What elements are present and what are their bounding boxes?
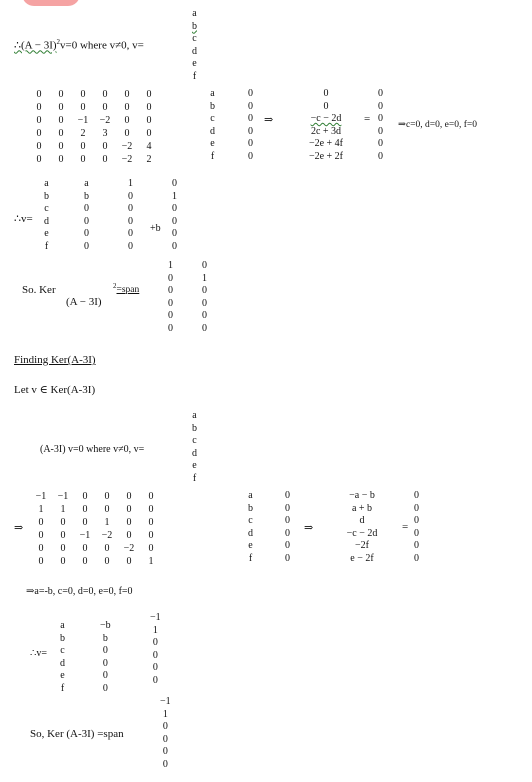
matrix-entry: d: [44, 215, 49, 227]
section-heading: Finding Ker(A-3I): [14, 354, 96, 366]
matrix-entry: 1: [162, 708, 168, 720]
matrix1-zero-vector: [248, 88, 253, 163]
matrix-entry: 0: [202, 297, 207, 309]
matrix1-vector-v: [210, 88, 215, 163]
exponent: 2: [56, 38, 61, 46]
matrix-entry: 0: [378, 125, 383, 137]
matrix-entry: 0: [84, 240, 89, 252]
matrix-entry: 0: [414, 502, 419, 514]
matrix-entry: 0: [162, 733, 168, 745]
matrix-entry: b: [210, 100, 215, 112]
matrix-entry: 0: [414, 490, 419, 501]
matrix-entry: d: [248, 527, 253, 539]
matrix2-result-zero-vector: [414, 490, 419, 565]
matrix-entry: 0: [82, 491, 88, 502]
matrix-entry: 0: [162, 721, 168, 732]
matrix-entry: −2: [121, 141, 133, 152]
matrix-entry: f: [44, 240, 49, 252]
matrix-entry: −1: [150, 612, 161, 623]
span-word: =span: [116, 285, 140, 296]
matrix-entry: 0: [285, 552, 290, 564]
matrix-entry: 1: [38, 504, 44, 515]
matrix-entry: 0: [146, 115, 152, 126]
ker-basis-vector-inline: [150, 612, 161, 687]
matrix-entry: −2e + 2f: [308, 150, 344, 162]
matrix-entry: 0: [162, 758, 168, 770]
matrix-entry: 0: [36, 128, 42, 139]
implies-arrow-2: ⇒: [14, 522, 24, 534]
matrix-entry: 0: [58, 128, 64, 139]
ker-square-label: So. Ker: [22, 284, 56, 296]
matrix-entry: a: [84, 178, 89, 189]
matrix-entry: 0: [58, 102, 64, 113]
matrix-entry: a: [192, 410, 197, 421]
therefore-v-label-2: ∴v=: [30, 648, 48, 659]
matrix-entry: 1: [148, 556, 154, 567]
matrix-entry: 0: [248, 113, 253, 124]
matrix-entry: 4: [146, 141, 152, 152]
matrix-entry: a: [248, 490, 253, 501]
implies-arrow-3: ⇒: [304, 522, 314, 534]
ker-square-exponent: 2: [113, 282, 117, 290]
matrix-entry: 0: [126, 530, 132, 541]
matrix-entry: a: [44, 178, 49, 189]
ker-square-arg: (A − 3I): [66, 296, 102, 308]
matrix-entry: 0: [168, 310, 173, 321]
matrix-entry: 0: [128, 215, 133, 227]
v-vector-4: [60, 620, 65, 695]
matrix-entry: 0: [172, 215, 177, 227]
kernel-statement: (A-3I) v=0 where v≠0, v=: [40, 444, 145, 455]
matrix-entry: f: [248, 552, 253, 564]
matrix-entry: 0: [172, 228, 177, 239]
ker-basis-vector: [160, 696, 171, 771]
matrix-entry: −2: [121, 154, 133, 165]
matrix-entry: 0: [378, 113, 383, 124]
matrix-entry: 0: [168, 285, 173, 296]
matrix-entry: d: [60, 657, 65, 669]
matrix-entry: 0: [414, 540, 419, 551]
matrix-entry: 0: [148, 504, 154, 515]
matrix-entry: −2e + 4f: [308, 138, 344, 149]
ker-square-basis-2: [202, 260, 207, 335]
matrix-entry: −1: [77, 115, 89, 126]
matrix-entry: e: [60, 670, 65, 681]
matrix-entry: 0: [202, 322, 207, 334]
matrix-entry: 0: [285, 527, 290, 539]
matrix-a-minus-3i: [30, 490, 162, 568]
matrix-entry: e: [192, 58, 197, 69]
ker-label: So, Ker (A-3I) =span: [30, 728, 124, 740]
matrix-entry: 0: [168, 322, 173, 334]
vector-v-3: [192, 410, 197, 485]
matrix-entry: 0: [285, 540, 290, 551]
matrix-entry: e: [192, 460, 197, 471]
matrix-entry: 0: [80, 102, 86, 113]
matrix-entry: 0: [82, 556, 88, 567]
matrix-entry: 0: [152, 674, 158, 686]
matrix-entry: 0: [58, 141, 64, 152]
matrix-entry: 0: [124, 115, 130, 126]
matrix-entry: 0: [102, 682, 108, 694]
matrix-entry: 0: [248, 138, 253, 149]
matrix-entry: 0: [146, 89, 152, 100]
matrix-entry: 0: [172, 178, 177, 189]
matrix-entry: c: [192, 33, 197, 44]
matrix1-product-vector: [285, 88, 367, 163]
matrix-entry: −2: [99, 115, 111, 126]
matrix-entry: 0: [60, 556, 66, 567]
matrix-entry: 0: [152, 649, 158, 661]
matrix-entry: 0: [126, 491, 132, 502]
matrix-entry: 0: [148, 517, 154, 528]
matrix-entry: b: [60, 632, 65, 644]
matrix2-product-vector: [322, 490, 402, 565]
matrix-entry: a + b: [351, 502, 373, 514]
therefore-v-label: ∴v=: [14, 213, 33, 225]
matrix-entry: e: [210, 138, 215, 149]
matrix-entry: 0: [102, 154, 108, 165]
matrix-entry: 0: [36, 102, 42, 113]
matrix-entry: 0: [82, 504, 88, 515]
matrix-entry: 0: [152, 637, 158, 648]
matrix-entry: 0: [38, 543, 44, 554]
matrix-entry: b: [44, 190, 49, 202]
matrix-entry: 0: [38, 556, 44, 567]
matrix-entry: f: [60, 682, 65, 694]
matrix-entry: 0: [146, 102, 152, 113]
matrix-entry: 0: [84, 215, 89, 227]
matrix-entry: 0: [102, 645, 108, 656]
matrix-entry: 0: [248, 150, 253, 162]
matrix-entry: f: [210, 150, 215, 162]
matrix2-zero-vector: [285, 490, 290, 565]
matrix-entry: −2f: [355, 540, 369, 551]
matrix-entry: −b: [100, 620, 111, 631]
matrix-entry: 0: [60, 530, 66, 541]
matrix-entry: 0: [172, 240, 177, 252]
matrix-entry: 2c + 3d: [310, 125, 342, 137]
matrix-entry: a: [210, 88, 215, 99]
matrix-entry: 0: [104, 504, 110, 515]
matrix-entry: −1: [35, 491, 47, 502]
ker-square-basis-1: [168, 260, 173, 335]
matrix-entry: 0: [162, 746, 168, 757]
statement-rest: v=0 where v≠0, v=: [60, 39, 144, 52]
matrix-entry: −1: [160, 696, 171, 707]
matrix-entry: c: [44, 203, 49, 214]
matrix-entry: 0: [104, 491, 110, 502]
equals-sign-2: =: [402, 521, 409, 533]
matrix-entry: 0: [248, 100, 253, 112]
matrix-entry: −2: [123, 543, 135, 554]
matrix-entry: 1: [128, 178, 133, 189]
matrix-entry: −a − b: [349, 490, 375, 501]
matrix-entry: 0: [172, 203, 177, 214]
matrix-entry: a: [60, 620, 65, 631]
matrix-entry: 0: [126, 504, 132, 515]
matrix-entry: 3: [102, 128, 108, 139]
conclusion-2: ⇒a=-b, c=0, d=0, e=0, f=0: [26, 586, 133, 597]
matrix-entry: 0: [323, 100, 329, 112]
matrix-entry: 0: [36, 89, 42, 100]
matrix-entry: c: [210, 113, 215, 124]
matrix-entry: 0: [148, 543, 154, 554]
matrix-entry: 0: [378, 150, 383, 162]
matrix-entry: 0: [60, 517, 66, 528]
matrix-entry: −c − 2d: [310, 113, 342, 124]
matrix-entry: 0: [36, 141, 42, 152]
basis-vector-e2: [172, 178, 177, 253]
matrix-entry: 0: [323, 88, 329, 99]
matrix-entry: 0: [128, 190, 133, 202]
v-reduced-vector-2: [100, 620, 111, 695]
matrix-entry: d: [192, 447, 197, 459]
matrix-entry: 0: [102, 657, 108, 669]
matrix-entry: 2: [146, 154, 152, 165]
matrix-entry: 0: [148, 491, 154, 502]
matrix-entry: 1: [172, 190, 177, 202]
matrix-entry: 0: [378, 138, 383, 149]
highlight-blob: [22, 0, 80, 6]
equals-sign-1: =: [364, 113, 371, 125]
matrix-entry: 0: [124, 102, 130, 113]
matrix-entry: 1: [152, 624, 158, 636]
matrix-entry: e: [248, 540, 253, 551]
matrix-entry: −c − 2d: [346, 527, 378, 539]
matrix-entry: a: [192, 8, 197, 19]
matrix-entry: f: [192, 472, 197, 484]
matrix-entry: c: [60, 645, 65, 656]
vector-v-1: [192, 8, 197, 83]
matrix-entry: 2: [80, 128, 86, 139]
matrix-entry: c: [192, 435, 197, 446]
matrix-entry: 0: [285, 490, 290, 501]
matrix-entry: 0: [104, 543, 110, 554]
matrix-entry: 0: [36, 154, 42, 165]
matrix-entry: 0: [104, 556, 110, 567]
matrix-entry: 0: [82, 517, 88, 528]
matrix-entry: d: [210, 125, 215, 137]
matrix-entry: b: [84, 190, 89, 202]
plus-b-label: +b: [150, 223, 161, 234]
matrix-entry: 0: [128, 228, 133, 239]
matrix-entry: 0: [126, 556, 132, 567]
conclusion-1: ⇒c=0, d=0, e=0, f=0: [398, 120, 477, 130]
matrix-entry: −1: [79, 530, 91, 541]
basis-vector-e1: [128, 178, 133, 253]
matrix-entry: d: [192, 45, 197, 57]
matrix-entry: 0: [202, 260, 207, 271]
matrix-entry: e − 2f: [350, 552, 374, 564]
matrix-entry: 0: [146, 128, 152, 139]
matrix-entry: 0: [58, 89, 64, 100]
matrix-entry: 0: [126, 517, 132, 528]
matrix-entry: b: [192, 20, 197, 32]
matrix-entry: 0: [285, 502, 290, 514]
matrix-entry: 1: [168, 260, 173, 271]
matrix-entry: 0: [102, 141, 108, 152]
matrix-entry: 0: [102, 670, 108, 681]
matrix-entry: 1: [60, 504, 66, 515]
matrix-entry: 0: [58, 154, 64, 165]
matrix-entry: −2: [101, 530, 113, 541]
matrix-entry: 0: [414, 527, 419, 539]
matrix-entry: 0: [285, 515, 290, 526]
matrix-entry: 0: [58, 115, 64, 126]
matrix-entry: 0: [202, 310, 207, 321]
matrix-entry: 0: [152, 662, 158, 673]
implies-arrow-1: ⇒: [264, 114, 274, 126]
matrix-entry: 0: [38, 517, 44, 528]
matrix-entry: 0: [414, 515, 419, 526]
matrix-entry: 0: [102, 102, 108, 113]
matrix-entry: 0: [168, 297, 173, 309]
matrix-entry: 0: [124, 128, 130, 139]
matrix-entry: 1: [104, 517, 110, 528]
therefore-factor: ∴(A − 3I): [14, 39, 57, 52]
let-statement: Let v ∈ Ker(A-3I): [14, 384, 96, 396]
matrix-entry: e: [44, 228, 49, 239]
matrix-entry: 0: [128, 240, 133, 252]
matrix-entry: 0: [414, 552, 419, 564]
matrix-entry: b: [102, 632, 108, 644]
matrix-entry: 0: [38, 530, 44, 541]
matrix-entry: 0: [128, 203, 133, 214]
matrix-entry: 0: [124, 89, 130, 100]
matrix-entry: b: [192, 422, 197, 434]
matrix-entry: f: [192, 70, 197, 82]
matrix-entry: 0: [60, 543, 66, 554]
matrix-entry: 0: [80, 154, 86, 165]
matrix-entry: 0: [378, 100, 383, 112]
ker-square-span: [113, 282, 139, 295]
matrix-entry: 0: [80, 141, 86, 152]
matrix-entry: 0: [82, 543, 88, 554]
matrix-entry: 0: [248, 125, 253, 137]
matrix-entry: 0: [168, 272, 173, 284]
matrix-entry: 0: [36, 115, 42, 126]
matrix-entry: 0: [102, 89, 108, 100]
matrix-entry: 0: [84, 203, 89, 214]
matrix-entry: b: [248, 502, 253, 514]
matrix-entry: 0: [378, 88, 383, 99]
v-reduced-vector: [84, 178, 89, 253]
matrix2-vector-v: [248, 490, 253, 565]
v-vector-2: [44, 178, 49, 253]
matrix-entry: 0: [84, 228, 89, 239]
matrix-entry: c: [248, 515, 253, 526]
matrix-a-minus-3i-squared: [28, 88, 160, 166]
matrix-entry: 0: [80, 89, 86, 100]
matrix-entry: 0: [248, 88, 253, 99]
matrix-entry: 1: [202, 272, 207, 284]
matrix-entry: d: [359, 515, 365, 526]
kernel-square-statement: [14, 38, 144, 52]
matrix-entry: 0: [202, 285, 207, 296]
matrix-entry: −1: [57, 491, 69, 502]
matrix-entry: 0: [148, 530, 154, 541]
matrix1-result-zero-vector: [378, 88, 383, 163]
